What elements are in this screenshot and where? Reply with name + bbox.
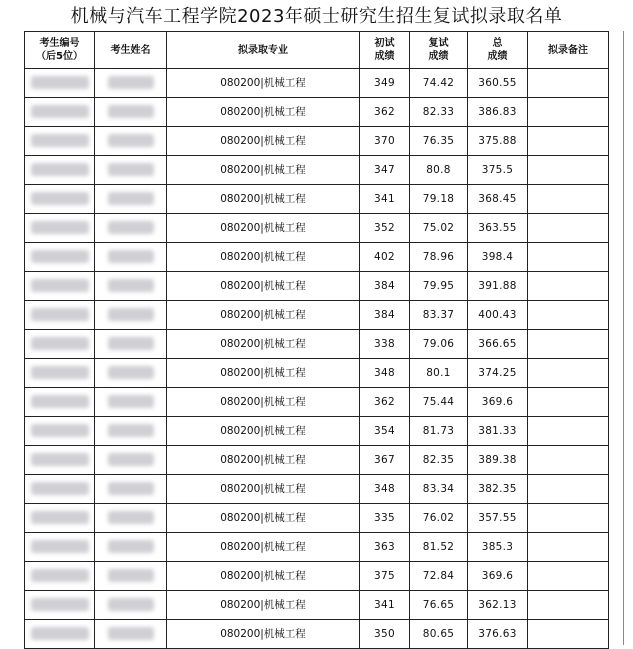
cell-major: 080200|机械工程 (167, 388, 360, 417)
redacted-mark (31, 424, 89, 437)
redacted-mark (108, 482, 154, 495)
cell-initial-score: 350 (360, 620, 410, 649)
cell-remark (528, 417, 609, 446)
cell-student-name-redacted (95, 562, 167, 591)
cell-total-score: 398.4 (468, 243, 528, 272)
table-row (25, 98, 609, 127)
table-row (25, 417, 609, 446)
header-initial-score: 初试 成绩 (360, 32, 410, 69)
cell-remark (528, 388, 609, 417)
redacted-mark (31, 250, 89, 263)
table-row (25, 446, 609, 475)
redacted-mark (108, 511, 154, 524)
cell-student-id-redacted (25, 243, 95, 272)
cell-student-name-redacted (95, 98, 167, 127)
cell-total-score: 369.6 (468, 388, 528, 417)
cell-remark (528, 69, 609, 98)
redacted-mark (31, 366, 89, 379)
cell-major: 080200|机械工程 (167, 504, 360, 533)
table-row (25, 475, 609, 504)
cell-retest-score: 79.18 (410, 185, 468, 214)
redacted-mark (31, 192, 89, 205)
redacted-mark (108, 453, 154, 466)
redacted-mark (31, 337, 89, 350)
cell-total-score: 368.45 (468, 185, 528, 214)
page-edge (623, 31, 624, 645)
cell-total-score: 382.35 (468, 475, 528, 504)
cell-major: 080200|机械工程 (167, 243, 360, 272)
cell-remark (528, 98, 609, 127)
cell-remark (528, 504, 609, 533)
cell-student-name-redacted (95, 359, 167, 388)
cell-student-id-redacted (25, 359, 95, 388)
table-row (25, 620, 609, 649)
header-remark: 拟录备注 (528, 32, 609, 69)
cell-student-name-redacted (95, 69, 167, 98)
redacted-mark (31, 105, 89, 118)
cell-remark (528, 591, 609, 620)
cell-student-id-redacted (25, 214, 95, 243)
cell-student-name-redacted (95, 185, 167, 214)
cell-initial-score: 348 (360, 475, 410, 504)
redacted-mark (31, 569, 89, 582)
cell-retest-score: 83.34 (410, 475, 468, 504)
cell-student-id-redacted (25, 446, 95, 475)
cell-retest-score: 83.37 (410, 301, 468, 330)
cell-remark (528, 301, 609, 330)
redacted-mark (108, 627, 154, 640)
cell-remark (528, 620, 609, 649)
cell-initial-score: 375 (360, 562, 410, 591)
cell-major: 080200|机械工程 (167, 417, 360, 446)
cell-student-name-redacted (95, 330, 167, 359)
redacted-mark (108, 250, 154, 263)
cell-initial-score: 363 (360, 533, 410, 562)
redacted-mark (31, 540, 89, 553)
header-total-score: 总 成绩 (468, 32, 528, 69)
cell-retest-score: 80.65 (410, 620, 468, 649)
cell-remark (528, 475, 609, 504)
cell-major: 080200|机械工程 (167, 359, 360, 388)
cell-major: 080200|机械工程 (167, 214, 360, 243)
cell-retest-score: 82.35 (410, 446, 468, 475)
cell-initial-score: 362 (360, 388, 410, 417)
table-row (25, 127, 609, 156)
cell-student-name-redacted (95, 127, 167, 156)
redacted-mark (108, 395, 154, 408)
cell-remark (528, 214, 609, 243)
cell-retest-score: 74.42 (410, 69, 468, 98)
cell-initial-score: 338 (360, 330, 410, 359)
redacted-mark (31, 627, 89, 640)
redacted-mark (108, 540, 154, 553)
cell-student-name-redacted (95, 475, 167, 504)
cell-retest-score: 79.06 (410, 330, 468, 359)
cell-total-score: 369.6 (468, 562, 528, 591)
cell-total-score: 381.33 (468, 417, 528, 446)
cell-initial-score: 362 (360, 98, 410, 127)
cell-total-score: 363.55 (468, 214, 528, 243)
cell-major: 080200|机械工程 (167, 185, 360, 214)
redacted-mark (108, 337, 154, 350)
cell-major: 080200|机械工程 (167, 69, 360, 98)
table-row (25, 533, 609, 562)
cell-remark (528, 446, 609, 475)
redacted-mark (31, 511, 89, 524)
redacted-mark (108, 163, 154, 176)
cell-retest-score: 80.1 (410, 359, 468, 388)
cell-student-name-redacted (95, 533, 167, 562)
cell-retest-score: 80.8 (410, 156, 468, 185)
cell-initial-score: 349 (360, 69, 410, 98)
cell-student-id-redacted (25, 127, 95, 156)
cell-student-id-redacted (25, 562, 95, 591)
page-title: 机械与汽车工程学院2023年硕士研究生招生复试拟录取名单 (70, 6, 563, 27)
cell-retest-score: 75.44 (410, 388, 468, 417)
cell-student-id-redacted (25, 156, 95, 185)
cell-initial-score: 367 (360, 446, 410, 475)
redacted-mark (31, 598, 89, 611)
cell-student-id-redacted (25, 388, 95, 417)
cell-initial-score: 352 (360, 214, 410, 243)
cell-student-name-redacted (95, 388, 167, 417)
cell-major: 080200|机械工程 (167, 272, 360, 301)
admission-table (24, 31, 609, 649)
header-student-id: 考生编号 （后5位） (25, 32, 95, 69)
cell-initial-score: 335 (360, 504, 410, 533)
cell-remark (528, 185, 609, 214)
cell-total-score: 374.25 (468, 359, 528, 388)
cell-retest-score: 81.52 (410, 533, 468, 562)
table-body (25, 69, 609, 649)
cell-major: 080200|机械工程 (167, 330, 360, 359)
table-row (25, 69, 609, 98)
cell-student-name-redacted (95, 620, 167, 649)
cell-retest-score: 76.35 (410, 127, 468, 156)
cell-initial-score: 341 (360, 591, 410, 620)
table-row (25, 388, 609, 417)
cell-student-id-redacted (25, 475, 95, 504)
cell-student-id-redacted (25, 272, 95, 301)
cell-total-score: 400.43 (468, 301, 528, 330)
cell-total-score: 376.63 (468, 620, 528, 649)
cell-retest-score: 78.96 (410, 243, 468, 272)
cell-major: 080200|机械工程 (167, 127, 360, 156)
table-row (25, 156, 609, 185)
cell-student-name-redacted (95, 417, 167, 446)
cell-initial-score: 347 (360, 156, 410, 185)
cell-student-name-redacted (95, 272, 167, 301)
cell-student-id-redacted (25, 330, 95, 359)
redacted-mark (108, 598, 154, 611)
cell-major: 080200|机械工程 (167, 562, 360, 591)
cell-remark (528, 533, 609, 562)
redacted-mark (108, 366, 154, 379)
cell-total-score: 375.5 (468, 156, 528, 185)
table-row (25, 591, 609, 620)
cell-major: 080200|机械工程 (167, 446, 360, 475)
table-row (25, 185, 609, 214)
redacted-mark (31, 76, 89, 89)
table-row (25, 359, 609, 388)
redacted-mark (31, 163, 89, 176)
redacted-mark (108, 424, 154, 437)
cell-retest-score: 79.95 (410, 272, 468, 301)
header-row (25, 32, 609, 69)
redacted-mark (31, 395, 89, 408)
redacted-mark (108, 569, 154, 582)
cell-remark (528, 272, 609, 301)
cell-retest-score: 76.65 (410, 591, 468, 620)
cell-student-name-redacted (95, 214, 167, 243)
cell-remark (528, 156, 609, 185)
cell-total-score: 385.3 (468, 533, 528, 562)
table-row (25, 504, 609, 533)
cell-total-score: 360.55 (468, 69, 528, 98)
redacted-mark (31, 221, 89, 234)
cell-total-score: 386.83 (468, 98, 528, 127)
redacted-mark (108, 221, 154, 234)
cell-total-score: 389.38 (468, 446, 528, 475)
cell-remark (528, 562, 609, 591)
table-row (25, 330, 609, 359)
table-row (25, 243, 609, 272)
cell-retest-score: 81.73 (410, 417, 468, 446)
header-major: 拟录取专业 (167, 32, 360, 69)
cell-initial-score: 384 (360, 272, 410, 301)
cell-student-id-redacted (25, 185, 95, 214)
table-row (25, 272, 609, 301)
cell-student-name-redacted (95, 591, 167, 620)
header-student-name: 考生姓名 (95, 32, 167, 69)
cell-remark (528, 359, 609, 388)
cell-total-score: 357.55 (468, 504, 528, 533)
cell-initial-score: 370 (360, 127, 410, 156)
cell-retest-score: 72.84 (410, 562, 468, 591)
cell-initial-score: 341 (360, 185, 410, 214)
cell-student-name-redacted (95, 446, 167, 475)
cell-student-name-redacted (95, 301, 167, 330)
cell-total-score: 391.88 (468, 272, 528, 301)
redacted-mark (31, 308, 89, 321)
cell-initial-score: 402 (360, 243, 410, 272)
cell-major: 080200|机械工程 (167, 156, 360, 185)
redacted-mark (108, 279, 154, 292)
table-row (25, 562, 609, 591)
cell-major: 080200|机械工程 (167, 98, 360, 127)
cell-retest-score: 76.02 (410, 504, 468, 533)
redacted-mark (108, 105, 154, 118)
cell-student-id-redacted (25, 533, 95, 562)
cell-retest-score: 75.02 (410, 214, 468, 243)
cell-remark (528, 243, 609, 272)
cell-total-score: 362.13 (468, 591, 528, 620)
cell-major: 080200|机械工程 (167, 620, 360, 649)
cell-student-id-redacted (25, 591, 95, 620)
cell-student-id-redacted (25, 98, 95, 127)
redacted-mark (108, 308, 154, 321)
cell-initial-score: 348 (360, 359, 410, 388)
cell-student-id-redacted (25, 301, 95, 330)
redacted-mark (31, 482, 89, 495)
redacted-mark (108, 134, 154, 147)
redacted-mark (108, 76, 154, 89)
cell-major: 080200|机械工程 (167, 475, 360, 504)
cell-student-id-redacted (25, 417, 95, 446)
cell-student-id-redacted (25, 504, 95, 533)
cell-student-name-redacted (95, 156, 167, 185)
header-retest-score: 复试 成绩 (410, 32, 468, 69)
cell-initial-score: 384 (360, 301, 410, 330)
cell-student-id-redacted (25, 69, 95, 98)
cell-total-score: 375.88 (468, 127, 528, 156)
table-row (25, 214, 609, 243)
cell-major: 080200|机械工程 (167, 533, 360, 562)
redacted-mark (31, 279, 89, 292)
redacted-mark (108, 192, 154, 205)
cell-total-score: 366.65 (468, 330, 528, 359)
cell-student-id-redacted (25, 620, 95, 649)
cell-major: 080200|机械工程 (167, 591, 360, 620)
redacted-mark (31, 134, 89, 147)
cell-remark (528, 330, 609, 359)
cell-retest-score: 82.33 (410, 98, 468, 127)
cell-major: 080200|机械工程 (167, 301, 360, 330)
cell-remark (528, 127, 609, 156)
table-row (25, 301, 609, 330)
cell-initial-score: 354 (360, 417, 410, 446)
cell-student-name-redacted (95, 504, 167, 533)
cell-student-name-redacted (95, 243, 167, 272)
redacted-mark (31, 453, 89, 466)
